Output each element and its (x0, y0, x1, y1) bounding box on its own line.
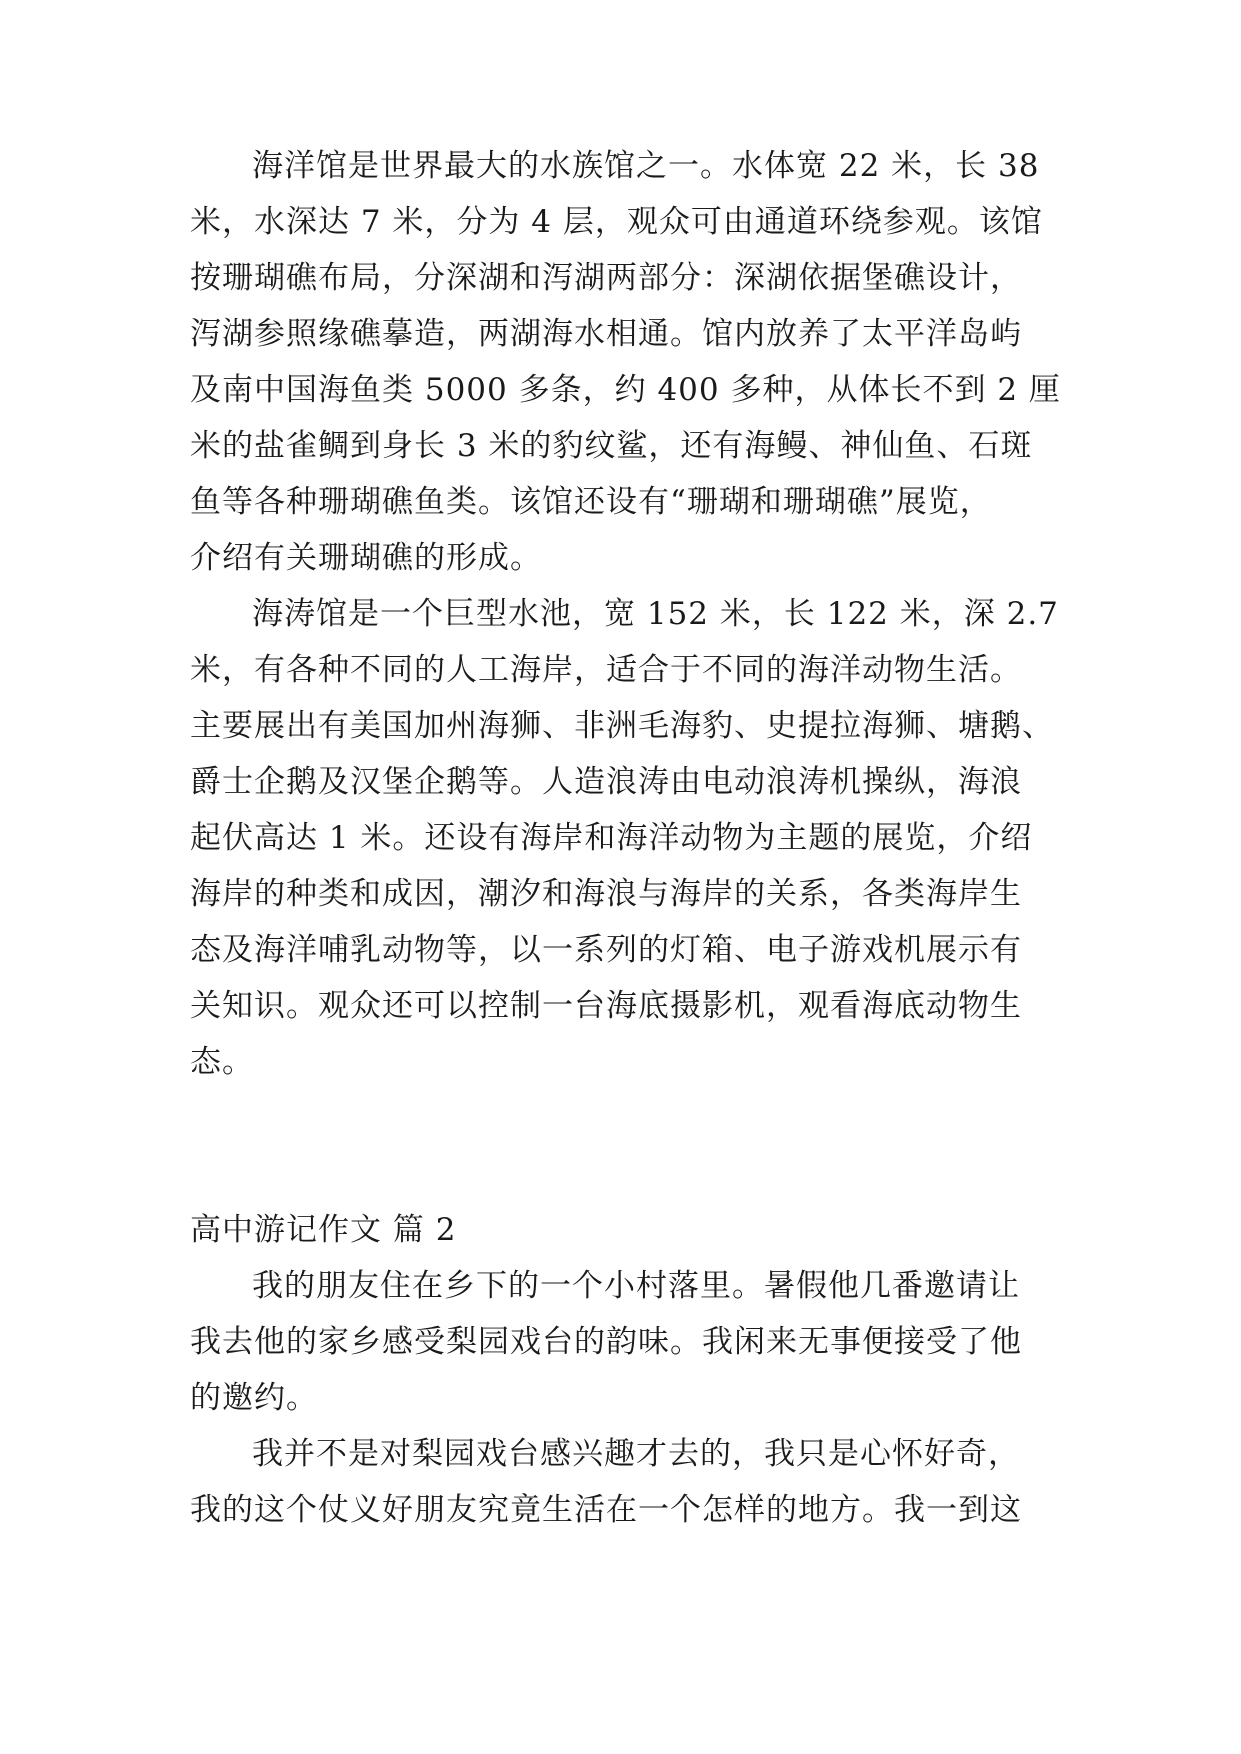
text-line: 海洋馆是世界最大的水族馆之一。水体宽 22 米，长 38 (252, 148, 1040, 184)
text-line: 我的这个仗义好朋友究竟生活在一个怎样的地方。我一到这 (190, 1492, 1022, 1528)
text-line: 主要展出有美国加州海狮、非洲毛海豹、史提拉海狮、塘鹅、 (190, 708, 1054, 744)
text-line: 米的盐雀鲷到身长 3 米的豹纹鲨，还有海鳗、神仙鱼、石斑 (190, 428, 1033, 464)
text-line: 爵士企鹅及汉堡企鹅等。人造浪涛由电动浪涛机操纵，海浪 (190, 764, 1022, 800)
text-line: 泻湖参照缘礁摹造，两湖海水相通。馆内放养了太平洋岛屿 (190, 316, 1022, 352)
text-line: 米，有各种不同的人工海岸，适合于不同的海洋动物生活。 (190, 652, 1022, 688)
text-line: 鱼等各种珊瑚礁鱼类。该馆还设有“珊瑚和珊瑚礁”展览， (190, 484, 992, 520)
text-line: 关知识。观众还可以控制一台海底摄影机，观看海底动物生 (190, 988, 1022, 1024)
text-line: 态及海洋哺乳动物等，以一系列的灯箱、电子游戏机展示有 (190, 932, 1022, 968)
text-line: 介绍有关珊瑚礁的形成。 (190, 540, 542, 576)
text-line: 按珊瑚礁布局，分深湖和泻湖两部分：深湖依据堡礁设计， (190, 260, 1022, 296)
text-line: 及南中国海鱼类 5000 多条，约 400 多种，从体长不到 2 厘 (190, 372, 1061, 408)
text-line: 态。 (190, 1044, 254, 1080)
text-line: 我并不是对梨园戏台感兴趣才去的，我只是心怀好奇， (252, 1436, 1020, 1472)
section-title: 高中游记作文 篇 2 (190, 1212, 457, 1248)
text-line: 海涛馆是一个巨型水池，宽 152 米，长 122 米，深 2.7 (252, 596, 1059, 632)
text-line: 的邀约。 (190, 1380, 318, 1416)
text-line: 我去他的家乡感受梨园戏台的韵味。我闲来无事便接受了他 (190, 1324, 1022, 1360)
text-line: 海岸的种类和成因，潮汐和海浪与海岸的关系，各类海岸生 (190, 876, 1022, 912)
text-line: 我的朋友住在乡下的一个小村落里。暑假他几番邀请让 (252, 1268, 1020, 1304)
text-line: 米，水深达 7 米，分为 4 层，观众可由通道环绕参观。该馆 (190, 204, 1043, 240)
text-line: 起伏高达 1 米。还设有海岸和海洋动物为主题的展览，介绍 (190, 820, 1033, 856)
